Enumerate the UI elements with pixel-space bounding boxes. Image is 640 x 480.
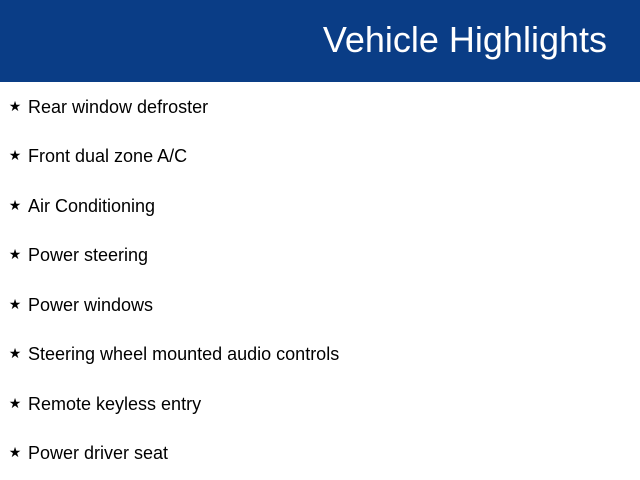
list-item	[0, 429, 640, 479]
list-item	[0, 379, 640, 429]
feature-label: Air Conditioning	[28, 195, 156, 216]
list-item	[0, 132, 640, 182]
list-item	[0, 330, 640, 380]
star-icon: ★	[8, 445, 22, 462]
feature-label: Remote keyless entry	[28, 393, 202, 414]
feature-label: Power steering	[28, 245, 149, 266]
feature-label: Front dual zone A/C	[28, 146, 188, 167]
star-icon: ★	[8, 98, 22, 115]
star-icon: ★	[8, 148, 22, 165]
header-banner	[0, 0, 640, 82]
list-item	[0, 231, 640, 281]
star-icon: ★	[8, 296, 22, 313]
feature-label: Rear window defroster	[28, 96, 209, 117]
star-icon: ★	[8, 247, 22, 264]
star-icon: ★	[8, 395, 22, 412]
list-item	[0, 82, 640, 132]
list-item	[0, 280, 640, 330]
list-item	[0, 181, 640, 231]
feature-list	[0, 82, 640, 478]
feature-label: Power windows	[28, 294, 154, 315]
feature-label: Steering wheel mounted audio controls	[28, 344, 340, 365]
feature-label: Power driver seat	[28, 443, 169, 464]
page-title: Vehicle Highlights	[322, 19, 607, 60]
star-icon: ★	[8, 197, 22, 214]
star-icon: ★	[8, 346, 22, 363]
